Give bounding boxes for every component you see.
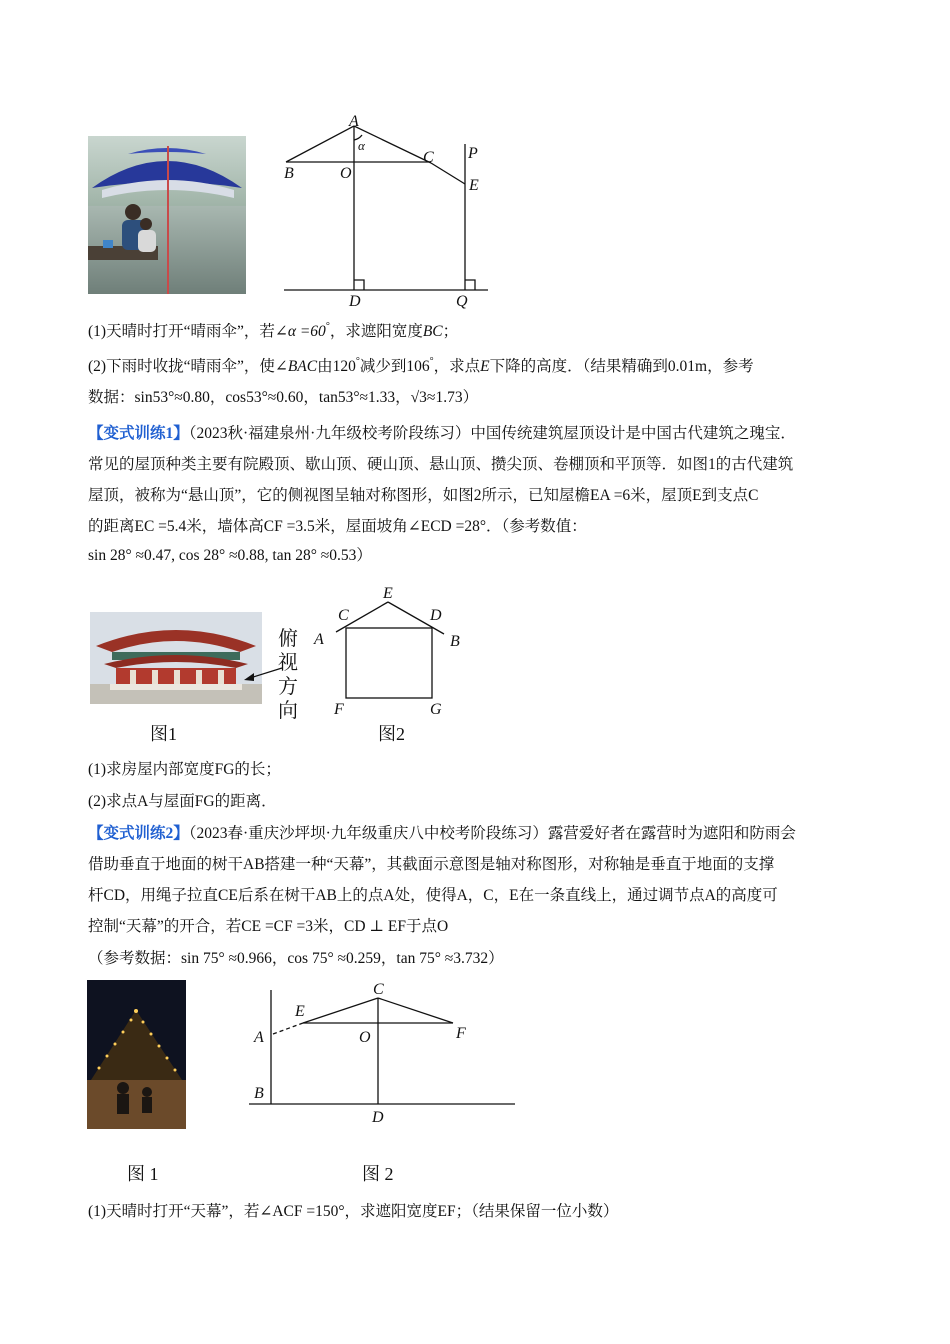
label-C: C bbox=[423, 149, 434, 166]
label-D: D bbox=[349, 293, 361, 310]
p2-intro-line-4: 的距离EC =5.4米，墙体高CF =3.5米，屋面坡角∠ECD =28°．（参考数值： bbox=[88, 518, 587, 535]
label-D: D bbox=[372, 1109, 384, 1126]
view-direction-label: 俯 视 方 向 bbox=[278, 626, 298, 722]
p3-reference-data: （参考数据：sin 75° ≈0.966，cos 75° ≈0.259，tan 75° ≈3.732） bbox=[88, 950, 504, 967]
fig2-caption-2: 图 2 bbox=[362, 1164, 394, 1184]
label-B: B bbox=[284, 165, 294, 182]
label-A: A bbox=[349, 113, 359, 130]
p2-intro-line-2: 常见的屋顶种类主要有院殿顶、歇山顶、硬山顶、悬山顶、攒尖顶、卷棚顶和平顶等．如图1的古代建筑 bbox=[88, 456, 794, 473]
p1-question-1: (1)天晴时打开“晴雨伞”，若∠α =60°，求遮阳宽度BC； bbox=[88, 321, 459, 340]
label-C: C bbox=[373, 981, 384, 998]
label-E: E bbox=[469, 177, 479, 194]
p3-intro-line-2: 借助垂直于地面的树干AB搭建一种“天幕”，其截面示意图是轴对称图形，对称轴是垂直于地面的支撑 bbox=[88, 856, 775, 873]
p2-question-2: (2)求点A与屋面FG的距离． bbox=[88, 793, 277, 810]
p3-intro-line-3: 杆CD，用绳子拉直CE后系在树干AB上的点A处，使得A，C，E在一条直线上，通过调节点A的高度可 bbox=[88, 887, 778, 904]
p2-question-1: (1)求房屋内部宽度FG的长； bbox=[88, 761, 281, 778]
p1-question-2: (2)下雨时收拢“晴雨伞”，使∠BAC由120°减少到106°，求点E下降的高度．（结果精确到0.01m，参考 bbox=[88, 356, 754, 375]
roof-diagram bbox=[308, 580, 468, 720]
temple-photo bbox=[90, 612, 262, 704]
umbrella-diagram bbox=[270, 108, 500, 313]
label-B: B bbox=[450, 633, 460, 650]
label-O: O bbox=[359, 1029, 371, 1046]
label-alpha: α bbox=[358, 138, 365, 153]
canopy-photo bbox=[87, 980, 186, 1129]
label-A: A bbox=[314, 631, 324, 648]
label-F: F bbox=[334, 701, 344, 718]
variant-training-1-tag: 【变式训练1】 bbox=[88, 425, 189, 442]
p3-intro-line-1: 【变式训练2】（2023春·重庆沙坪坝·九年级重庆八中校考阶段练习）露营爱好者在露营时为遮阳和防雨会 bbox=[88, 825, 796, 842]
label-B: B bbox=[254, 1085, 264, 1102]
fig2-caption: 图2 bbox=[378, 724, 405, 744]
label-F: F bbox=[456, 1025, 466, 1042]
p2-intro-line-3: 屋顶，被称为“悬山顶”，它的侧视图呈轴对称图形，如图2所示，已知屋檐EA =6米，屋顶E到支点C bbox=[88, 487, 759, 504]
fig1-caption-2: 图 1 bbox=[127, 1164, 159, 1184]
p1-reference-data: 数据：sin53°≈0.80，cos53°≈0.60，tan53°≈1.33，√3≈1.73） bbox=[88, 389, 479, 406]
label-P: P bbox=[468, 145, 478, 162]
canopy-diagram bbox=[245, 980, 525, 1130]
label-A: A bbox=[254, 1029, 264, 1046]
variant-training-2-tag: 【变式训练2】 bbox=[88, 825, 189, 842]
label-D: D bbox=[430, 607, 442, 624]
label-E: E bbox=[295, 1003, 305, 1020]
p2-intro-line-5: sin 28° ≈0.47, cos 28° ≈0.88, tan 28° ≈0.53） bbox=[88, 547, 372, 564]
umbrella-photo bbox=[88, 136, 246, 294]
p3-intro-line-4: 控制“天幕”的开合，若CE =CF =3米，CD ⊥ EF于点O bbox=[88, 918, 449, 935]
label-O: O bbox=[340, 165, 352, 182]
p2-intro-line-1: 【变式训练1】（2023秋·福建泉州·九年级校考阶段练习）中国传统建筑屋顶设计是中国古代建筑之瑰宝． bbox=[88, 425, 796, 442]
label-C: C bbox=[338, 607, 349, 624]
label-G: G bbox=[430, 701, 442, 718]
fig1-caption: 图1 bbox=[150, 724, 177, 744]
label-E: E bbox=[383, 585, 393, 602]
label-Q: Q bbox=[456, 293, 468, 310]
p3-question-1: (1)天晴时打开“天幕”，若∠ACF =150°，求遮阳宽度EF；（结果保留一位小数） bbox=[88, 1203, 619, 1220]
